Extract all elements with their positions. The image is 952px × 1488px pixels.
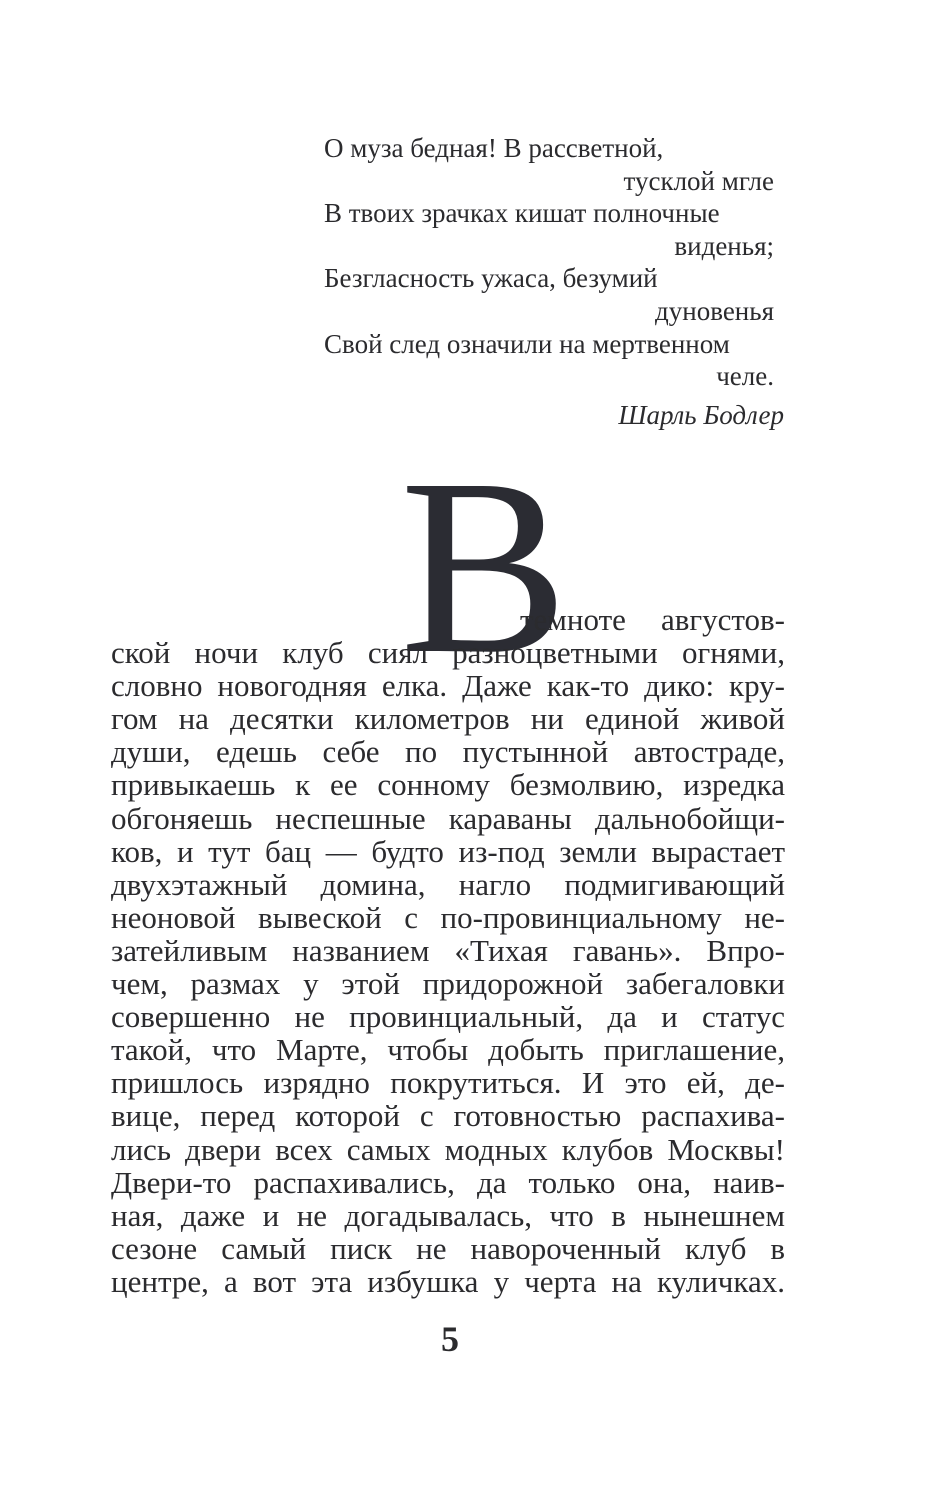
body-line: центре, а вот эта избушка у черта на куличках.: [111, 1263, 785, 1299]
body-line: словно новогодняя елка. Даже как-то дико: кру-: [111, 668, 785, 704]
chapter-body-text: [111, 603, 785, 1298]
epigraph-line: О муза бедная! В рассветной,: [324, 133, 664, 163]
epigraph-author: Шарль Бодлер: [618, 399, 784, 430]
epigraph-line-continuation: тусклой мгле: [623, 165, 774, 196]
body-line: Двери-то распахивались, да только она, наив-: [111, 1164, 785, 1200]
body-line: гом на десятки километров ни единой живой: [111, 701, 785, 737]
body-line: пришлось изрядно покрутиться. И это ей, де-: [111, 1065, 785, 1101]
epigraph-line-continuation: челе.: [716, 361, 774, 392]
body-line: двухэтажный домина, нагло подмигивающий: [111, 866, 785, 902]
body-line: чем, размах у этой придорожной забегаловки: [111, 966, 785, 1002]
epigraph-line: Безгласность ужаса, безумий: [324, 263, 658, 294]
body-line: такой, что Марте, чтобы добыть приглашение,: [111, 1032, 785, 1068]
body-line: привыкаешь к ее сонному безмолвию, изредка: [111, 767, 785, 803]
body-line: ской ночи клуб сиял разноцветными огнями,: [111, 635, 785, 671]
epigraph-line: В твоих зрачках кишат полночные: [324, 198, 720, 229]
epigraph-line-continuation: виденья;: [674, 230, 774, 261]
body-line: темноте августов-: [520, 602, 785, 637]
body-line: лись двери всех самых модных клубов Москвы!: [111, 1131, 785, 1167]
body-line: души, едешь себе по пустынной автостраде,: [111, 734, 785, 770]
epigraph: [324, 132, 784, 431]
body-line: ков, и тут бац — будто из-под земли вырастает: [111, 833, 785, 869]
body-line: неоновой вывеской с по-провинциальному не-: [111, 899, 785, 935]
body-line: совершенно не провинциальный, да и статус: [111, 999, 785, 1035]
body-line: сезоне самый писк не навороченный клуб в: [111, 1230, 785, 1266]
body-line: обгоняешь неспешные караваны дальнобойщи-: [111, 800, 785, 836]
epigraph-line-continuation: дуновенья: [655, 295, 774, 326]
epigraph-line: Свой след означили на мертвенном: [324, 328, 730, 359]
body-line: затейливым названием «Тихая гавань». Впро-: [111, 932, 785, 968]
body-line: ная, даже и не догадывалась, что в нынешнем: [111, 1197, 785, 1233]
page-number: 5: [441, 1319, 459, 1359]
body-line: вице, перед которой с готовностью распахива-: [111, 1098, 785, 1134]
drop-cap: В: [400, 426, 569, 706]
